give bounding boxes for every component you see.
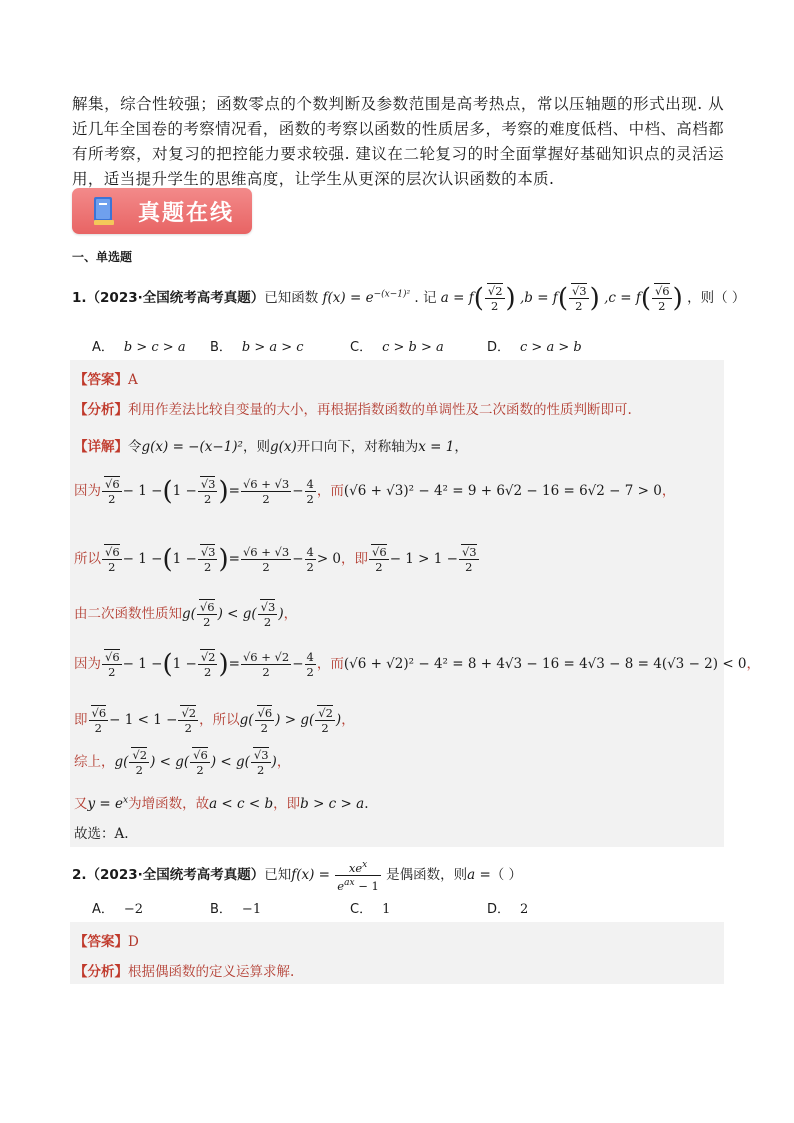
- math-fx: f(x) =: [291, 866, 330, 883]
- question-text: . 记: [414, 290, 437, 306]
- detail-line-3: 所以 $\frac{√6}{2}$ − 1 −(1 − $\frac{√3}{2}$ )= $\frac{√6 + √3}{2}$ − $\frac{4}{2}$ > 0，即 $\frac{√6}{2}$ − 1 > 1 − $\frac{√3}{2}$: [74, 544, 477, 575]
- option-c[interactable]: C． c > b > a: [350, 340, 444, 355]
- question-1: 1.（2023·全国统考高考真题）已知函数 $f(x) = e^{-(x-1)^2}$ . 记 a = f( $\frac{√2}{2}$ ) ,b = f( $\frac{√3}{2}$ ) ,c = f( $\frac{√6}{2}$ ) ，则（ ）: [72, 283, 746, 314]
- answer-line: 【答案】D: [74, 934, 139, 950]
- detail-line-5: 因为 $\frac{√6}{2}$ − 1 −(1 − $\frac{√2}{2}$ )= $\frac{√6 + √2}{2}$ − $\frac{4}{2}$ ，而(√6 + √2)² − 4² = 8 + 4√3 − 16 = 4√3 − 8 = 4(√3 − 2) < 0，: [74, 649, 761, 680]
- analysis-line: 【分析】利用作差法比较自变量的大小，再根据指数函数的单调性及二次函数的性质判断即可.: [74, 402, 632, 418]
- analysis-line: 【分析】根据偶函数的定义运算求解.: [74, 964, 295, 980]
- question-text: （ ）: [490, 866, 523, 883]
- fraction: $\frac{√3}{2}$: [569, 284, 589, 313]
- question-text: ，则（ ）: [687, 290, 746, 306]
- detail-line-4: 由二次函数性质知g( $\frac{√6}{2}$ ) < g( $\frac{√3}{2}$ )，: [74, 600, 298, 629]
- question-number: 2.: [72, 866, 87, 883]
- banner-title: 真题在线: [138, 201, 235, 226]
- math-a: a =: [467, 866, 491, 883]
- section-banner: [72, 188, 252, 234]
- option-d[interactable]: D． 2: [487, 902, 529, 917]
- question-source: （2023·全国统考高考真题）: [86, 866, 265, 883]
- option-a[interactable]: A． −2: [92, 902, 144, 917]
- fraction: $\frac{xe^x}{e^{ax} - 1}$: [337, 860, 379, 893]
- choose-line: 故选：A.: [74, 826, 129, 842]
- math-exp: −(x−1)²: [373, 289, 411, 300]
- math-func: f(x) = e: [322, 290, 374, 306]
- detail-line-6: 即 $\frac{√6}{2}$ − 1 < 1 − $\frac{√2}{2}$ ，所以g( $\frac{√6}{2}$ ) > g( $\frac{√2}{2}$ )，: [74, 706, 355, 735]
- detail-line-1: 【详解】令g(x) = −(x−1)²，则g(x)开口向下，对称轴为x = 1，: [74, 439, 468, 455]
- question-2: [72, 858, 522, 893]
- fraction: $\frac{√2}{2}$: [485, 284, 505, 313]
- book-icon: [92, 196, 116, 226]
- detail-line-8: 又$y = e^x$为增函数，故a < c < b，即b > c > a.: [74, 795, 369, 812]
- math-b: ,b = f: [519, 290, 558, 306]
- option-b[interactable]: B． −1: [210, 902, 262, 917]
- fraction: $\frac{√6}{2}$: [652, 284, 672, 313]
- option-b[interactable]: B． b > a > c: [210, 340, 304, 355]
- detail-line-2: 因为 $\frac{√6}{2}$ − 1 −(1 − $\frac{√3}{2}$ )= $\frac{√6 + √3}{2}$ − $\frac{4}{2}$ ，而(√6 + √3)² − 4² = 9 + 6√2 − 16 = 6√2 − 7 > 0，: [74, 476, 676, 507]
- math-c: ,c = f: [604, 290, 641, 306]
- question-source: （2023·全国统考高考真题）: [86, 290, 265, 306]
- option-a[interactable]: A． b > c > a: [92, 340, 186, 355]
- question-text: 已知函数: [264, 290, 319, 306]
- option-d[interactable]: D． c > a > b: [487, 340, 582, 355]
- option-c[interactable]: C． 1: [350, 902, 391, 917]
- intro-paragraph: 解集，综合性较强；函数零点的个数判断及参数范围是高考热点，常以压轴题的形式出现. 从近几年全国卷的考察情况看，函数的考察以函数的性质居多，考察的难度低档、中档、高档都有所考察，对复习的把控能力要求较强. 建议在二轮复习的时全面掌握好基础知识点的灵活运用，适当提升学生的思维高度，让学生从更深的层次认识函数的本质.: [72, 95, 724, 188]
- section-title: 一、单选题: [72, 250, 133, 264]
- answer-block-2: [70, 922, 724, 984]
- question-number: 1.: [72, 290, 87, 306]
- math-a: a = f: [440, 290, 474, 306]
- question-text: 已知: [264, 866, 292, 883]
- question-text: 是偶函数，则: [386, 866, 468, 883]
- detail-line-7: 综上，g( $\frac{√2}{2}$ ) < g( $\frac{√6}{2}$ ) < g( $\frac{√3}{2}$ )，: [74, 748, 291, 777]
- answer-line: 【答案】A: [74, 372, 138, 388]
- answer-block-1: [70, 360, 761, 847]
